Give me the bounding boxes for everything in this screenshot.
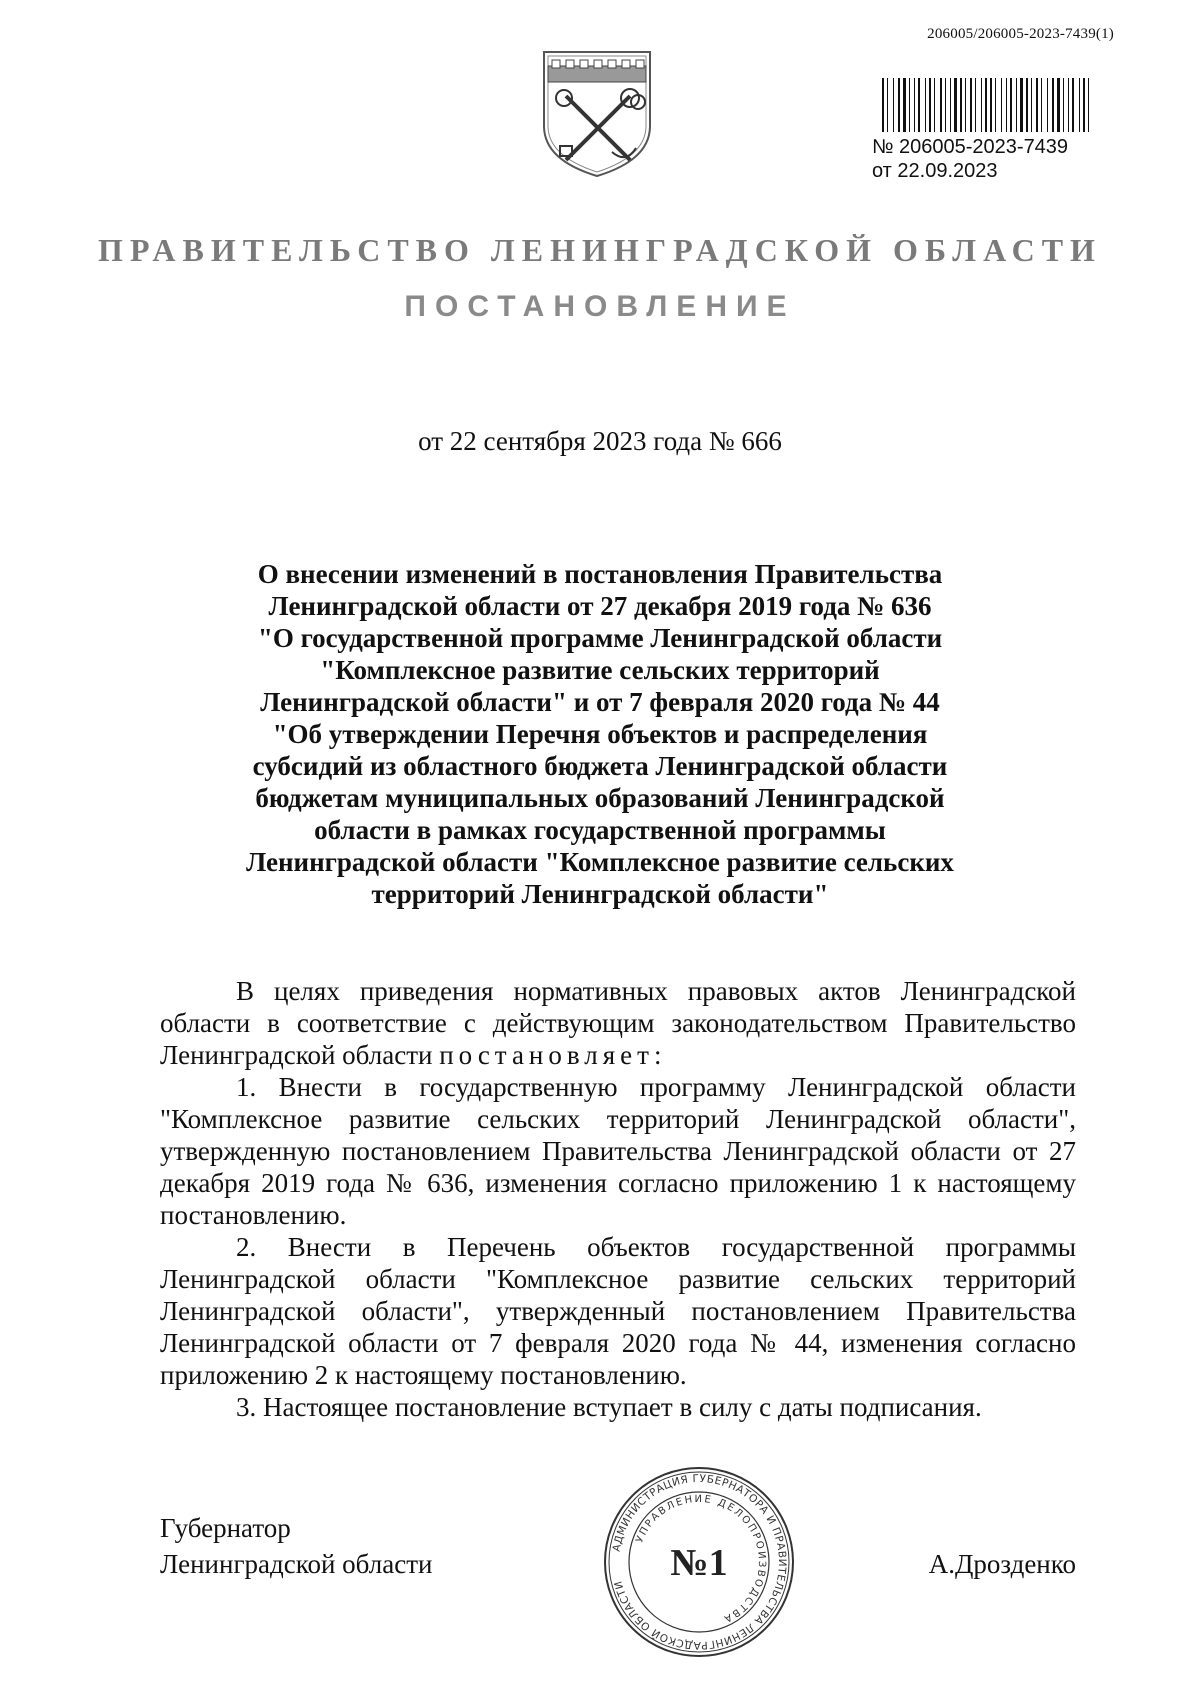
item-2: 2. Внести в Перечень объектов государственной программы Ленинградской области "Комплексное развитие сельских территорий Ленинградской области", утвержденный постановлением Правительства Ленинградской области от 7 февраля 2020 года № 44, изменения согласно приложению 2 к настоящему постановлению. [160,1232,1076,1390]
government-title: ПРАВИТЕЛЬСТВО ЛЕНИНГРАДСКОЙ ОБЛАСТИ [98,232,1102,268]
official-stamp [602,1465,796,1659]
barcode-icon [880,78,1098,138]
stamp-inner-text: УПРАВЛЕНИЕ ДЕЛОПРОИЗВОДСТВА [634,1493,768,1625]
document-reference: 206005/206005-2023-7439(1) [927,26,1114,42]
subject-line: области в рамках государственной программы [314,815,886,845]
subject-line: О внесении изменений в постановления Правительства [257,559,943,589]
subject-line: Ленинградской области от 27 декабря 2019 года № 636 [268,591,932,621]
decree-body [160,975,1076,1423]
registration-number: № 206005-2023-7439 [872,136,1069,158]
coat-of-arms-icon [538,48,656,180]
subject-line: Ленинградской области "Комплексное развитие сельских [246,847,954,877]
decree-date: от 22 сентября 2023 года № 666 [418,426,782,456]
signer-position-line: Губернатор [160,1513,291,1543]
subject-line: субсидий из областного бюджета Ленинградской области [252,751,948,781]
stamp-number: №1 [670,1542,728,1584]
subject-line: "Комплексное развитие сельских территорий [320,655,880,685]
stamp-outer-text: АДМИНИСТРАЦИЯ ГУБЕРНАТОРА И ПРАВИТЕЛЬСТВА ЛЕНИНГРАДСКОЙ ОБЛАСТИ [610,1472,789,1652]
subject-line: "Об утверждении Перечня объектов и распределения [272,719,928,749]
subject-line: бюджетам муниципальных образований Ленинградской [255,783,945,813]
item-1: 1. Внести в государственную программу Ленинградской области "Комплексное развитие сельских территорий Ленинградской области", утвержденную постановлением Правительства Ленинградской области от 27 декабря 2019 года № 636, изменения согласно приложению 1 к настоящему постановлению. [160,1072,1076,1230]
registration-date: от 22.09.2023 [872,160,998,182]
decree-subject [150,558,1050,910]
signer-position-line: Ленинградской области [160,1549,433,1579]
decree-title: ПОСТАНОВЛЕНИЕ [404,290,796,323]
resolves-word: постановляет: [439,1040,667,1070]
subject-line: территорий Ленинградской области" [371,879,829,909]
preamble-text: В целях приведения нормативных правовых актов Ленинградской области в соответствие с действующим законодательством Правительство Ленинградской области [160,976,1076,1070]
preamble-paragraph [160,975,1076,1071]
item-3: 3. Настоящее постановление вступает в силу с даты подписания. [236,1392,982,1422]
subject-line: "О государственной программе Ленинградской области [257,623,943,653]
signer-position [160,1510,432,1582]
signer-name: А.Дрозденко [928,1549,1076,1579]
subject-line: Ленинградской области" и от 7 февраля 2020 года № 44 [260,687,940,717]
